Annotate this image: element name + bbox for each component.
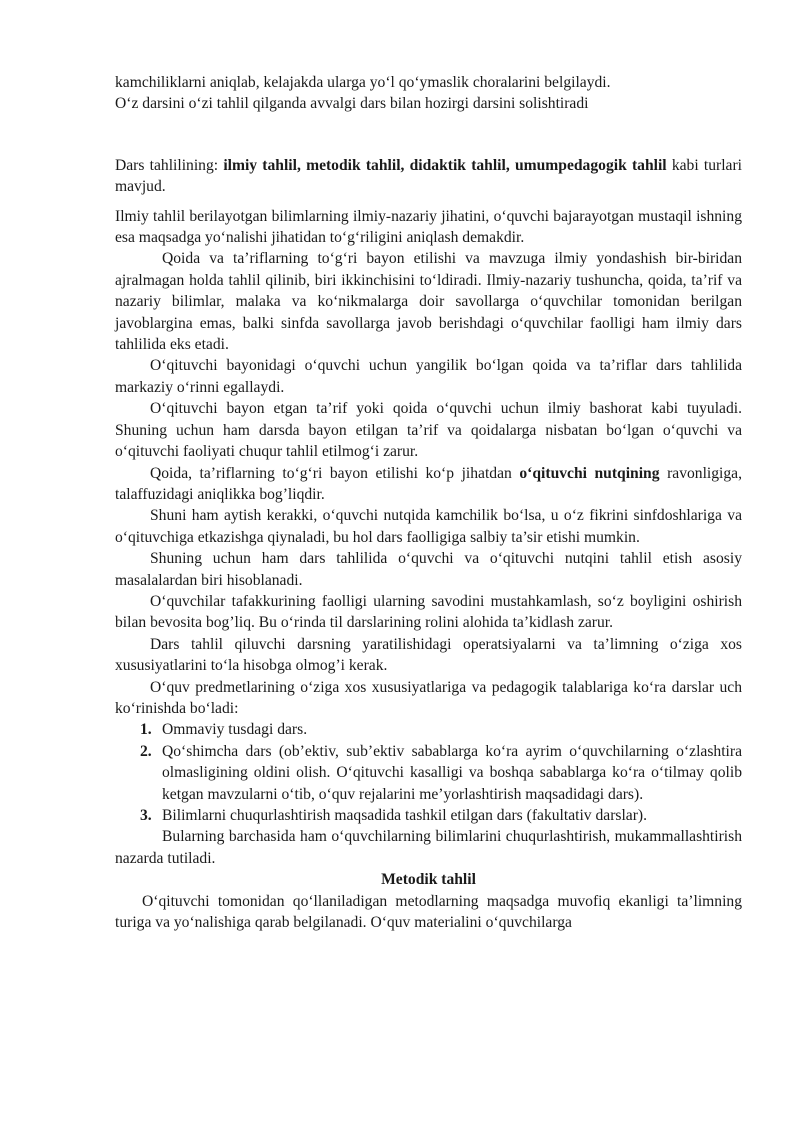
paragraph: O‘quvchilar tafakkurining faolligi ularning savodini mustahkamlash, so‘z boyligini oshirish bilan bevosita bog’liq. Bu o‘rinda til darslarining rolini alohida ta’kidlash zarur. bbox=[115, 592, 742, 632]
paragraph: kamchiliklarni aniqlab, kelajakda ularga yo‘l qo‘ymaslik choralarini belgilaydi. bbox=[115, 74, 611, 91]
text-run: Qoida, ta’riflarning to‘g‘ri bayon etilishi ko‘p jihatdan bbox=[150, 464, 520, 482]
paragraph: Qoida va ta’riflarning to‘g‘ri bayon etilishi va mavzuga ilmiy yondashish bir-biridan ajralmagan holda tahlil qilinib, biri ikkinchisini to‘ldiradi. Ilmiy-nazariy tushuncha, qoida, ta’rif va nazariy bilimlar, malaka va ko‘nikmalarga doir savollarga o‘quvchilar tomonidan berilgan javoblargina emas, balki sinfda savollarga javob berishdagi o‘quvchilar faolligi ham ilmiy dars tahlilida eks etadi. bbox=[115, 250, 742, 354]
analysis-types-paragraph bbox=[115, 155, 742, 198]
paragraph: O‘qituvchi tomonidan qo‘llaniladigan metodlarning maqsadga muvofiq ekanligi ta’limning turiga va yo‘nalishiga qarab belgilanadi. O‘quv materialini o‘quvchilarga bbox=[115, 892, 742, 932]
lesson-types-list bbox=[115, 719, 742, 826]
section-heading bbox=[115, 869, 742, 890]
list-item-text: Qo‘shimcha dars (ob’ektiv, sub’ektiv sabablarga ko‘ra ayrim o‘quvchilarning o‘zlashtira olmasligining oldini olish. O‘qituvchi kasalligi va boshqa sabablarga ko‘ra o‘tilmay qolib ketgan mavzularni o‘tib, o‘quv rejalarini me’yorlashtirish maqsadidagi dars). bbox=[162, 742, 742, 803]
list-item-text: Bilimlarni chuqurlashtirish maqsadida tashkil etilgan dars (fakultativ darslar). bbox=[162, 807, 648, 824]
list-item bbox=[115, 719, 742, 740]
list-number: 1. bbox=[140, 721, 152, 739]
paragraph: Dars tahlil qiluvchi darsning yaratilishidagi operatsiyalarni va ta’limning o‘ziga xos xususiyatlarini to‘la hisobga olmog’i kerak. bbox=[115, 635, 742, 675]
bold-text: ilmiy tahlil, metodik tahlil, didaktik tahlil, umumpedagogik tahlil bbox=[223, 156, 667, 174]
paragraph: O‘qituvchi bayonidagi o‘quvchi uchun yangilik bo‘lgan qoida va ta’riflar dars tahlilida markaziy o‘rinni egallaydi. bbox=[115, 357, 742, 396]
list-item-text: Ommaviy tusdagi dars. bbox=[162, 721, 308, 739]
list-item bbox=[115, 741, 742, 805]
paragraph: O‘z darsini o‘zi tahlil qilganda avvalgi dars bilan hozirgi darsini solishtiradi bbox=[115, 95, 589, 113]
text-run: ravonligiga, talaffuzidagi aniqlikka bog’liqdir. bbox=[115, 464, 742, 503]
list-number: 3. bbox=[140, 807, 152, 824]
text-run: kabi turlari mavjud. bbox=[115, 156, 742, 196]
bold-text: o‘qituvchi nutqining bbox=[519, 464, 660, 482]
document-page bbox=[115, 72, 742, 933]
list-item bbox=[115, 805, 742, 826]
text-run: Dars tahlilining: bbox=[115, 156, 224, 174]
section-heading-text: Metodik tahlil bbox=[381, 871, 476, 889]
paragraph: Ilmiy tahlil berilayotgan bilimlarning ilmiy-nazariy jihatini, o‘quvchi bajarayotgan mustaqil ishning esa maqsadga yo‘nalishi jihatidan to‘g‘riligini aniqlash demakdir. bbox=[115, 207, 742, 247]
paragraph: Shuning uchun ham dars tahlilida o‘quvchi va o‘qituvchi nutqini tahlil etish asosiy masalalardan biri hisoblanadi. bbox=[115, 550, 742, 589]
paragraph bbox=[115, 463, 742, 506]
paragraph: Shuni ham aytish kerakki, o‘quvchi nutqida kamchilik bo‘lsa, u o‘z fikrini sinfdoshlariga va o‘qituvchiga etkazishga qiynaladi, bu hol dars faolligiga salbiy ta’sir etishi mumkin. bbox=[115, 507, 742, 546]
paragraph: Bularning barchasida ham o‘quvchilarning bilimlarini chuqurlashtirish, mukammallashtirish nazarda tutiladi. bbox=[115, 828, 742, 867]
paragraph: O‘quv predmetlarining o‘ziga xos xususiyatlariga va pedagogik talablariga ko‘ra darslar uch ko‘rinishda bo‘ladi: bbox=[115, 678, 742, 717]
paragraph: O‘qituvchi bayon etgan ta’rif yoki qoida o‘quvchi uchun ilmiy bashorat kabi tuyuladi. Shuning uchun ham darsda bayon etilgan ta’rif va qoidalarga nisbatan bo‘lgan o‘quvchi va o‘qituvchi faoliyati chuqur tahlil etilmog‘i zarur. bbox=[115, 400, 742, 461]
list-number: 2. bbox=[140, 742, 152, 760]
